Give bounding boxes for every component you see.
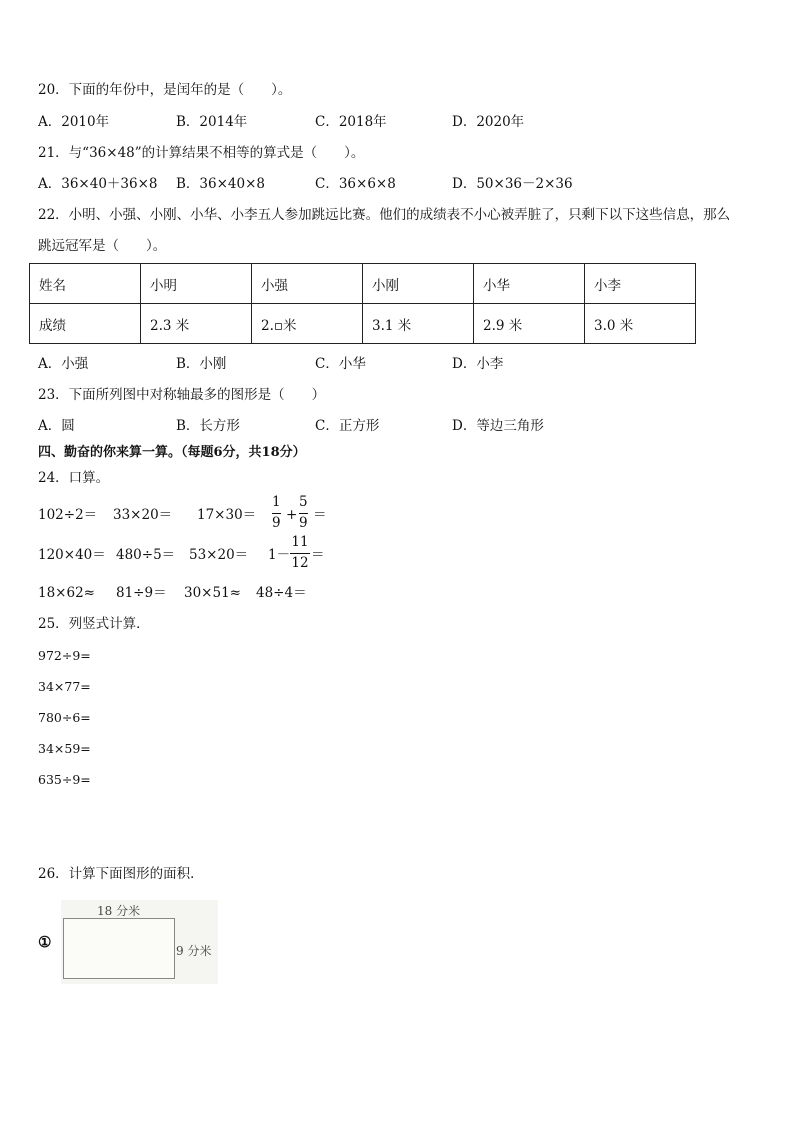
q20-option-d: D．2020年 bbox=[452, 114, 525, 130]
section-heading: 四、勤奋的你来算一算。（每题6分，共18分） bbox=[38, 445, 306, 460]
fraction-numerator: 5 bbox=[299, 494, 308, 510]
fraction bbox=[299, 496, 308, 530]
q22-stem-line1: 22．小明、小强、小刚、小华、小李五人参加跳远比赛。他们的成绩表不小心被弄脏了，只剩下以下这些信息，那么 bbox=[38, 207, 731, 223]
fraction-denominator: 9 bbox=[272, 514, 281, 531]
q22-option-b: B．小刚 bbox=[176, 356, 227, 372]
fraction-bar bbox=[290, 553, 310, 554]
q21-option-a: A．36×40＋36×8 bbox=[38, 176, 158, 192]
table-cell: 成绩 bbox=[30, 304, 141, 344]
q23-stem: 23．下面所列图中对称轴最多的图形是（ ） bbox=[38, 387, 326, 403]
q21-option-d: D．50×36－2×36 bbox=[452, 176, 573, 192]
table-header-cell: 小刚 bbox=[363, 264, 474, 304]
table-row bbox=[30, 304, 696, 344]
q20-stem: 20．下面的年份中，是闰年的是（ ）。 bbox=[38, 82, 292, 98]
vertical-calc-item: 34×59= bbox=[38, 741, 91, 756]
score-table bbox=[29, 263, 696, 344]
calc-item: 1－ bbox=[268, 547, 291, 563]
vertical-calc-item: 635÷9= bbox=[38, 772, 91, 787]
table-cell: 2.3 米 bbox=[141, 304, 252, 344]
table-cell: 2.▫米 bbox=[252, 304, 363, 344]
fraction-bar bbox=[272, 513, 281, 514]
q22-stem-line2: 跳远冠军是（ ）。 bbox=[38, 238, 167, 254]
q21-option-b: B．36×40×8 bbox=[176, 176, 265, 192]
calc-item: 480÷5＝ bbox=[116, 547, 176, 563]
table-cell: 3.0 米 bbox=[585, 304, 696, 344]
equals: ＝ bbox=[311, 547, 325, 563]
q20-option-b: B．2014年 bbox=[176, 114, 248, 130]
calc-item: 120×40＝ bbox=[38, 547, 106, 563]
q22-option-d: D．小李 bbox=[452, 356, 504, 372]
q20-option-a: A．2010年 bbox=[38, 114, 110, 130]
q23-option-d: D．等边三角形 bbox=[452, 418, 544, 434]
calc-item: 18×62≈ bbox=[38, 585, 95, 601]
fraction-denominator: 12 bbox=[291, 554, 309, 571]
table-header-cell: 小明 bbox=[141, 264, 252, 304]
table-header-cell: 姓名 bbox=[30, 264, 141, 304]
fraction-denominator: 9 bbox=[299, 514, 308, 531]
fraction bbox=[272, 496, 281, 530]
operator: + bbox=[286, 507, 298, 523]
fraction bbox=[290, 536, 310, 570]
width-label: 18 分米 bbox=[97, 904, 141, 918]
fraction-numerator: 11 bbox=[291, 534, 309, 550]
table-header-cell: 小强 bbox=[252, 264, 363, 304]
calc-item: 102÷2＝ bbox=[38, 507, 98, 523]
table-row bbox=[30, 264, 696, 304]
q22-option-c: C．小华 bbox=[315, 356, 366, 372]
vertical-calc-item: 972÷9= bbox=[38, 648, 91, 663]
q22-option-a: A．小强 bbox=[38, 356, 89, 372]
calc-item: 30×51≈ bbox=[184, 585, 241, 601]
q23-option-a: A．圆 bbox=[38, 418, 75, 434]
q21-stem: 21．与“36×48”的计算结果不相等的算式是（ ）。 bbox=[38, 145, 365, 161]
calc-item: 33×20＝ bbox=[113, 507, 173, 523]
height-label: 9 分米 bbox=[176, 944, 212, 958]
q23-option-b: B．长方形 bbox=[176, 418, 240, 434]
q21-option-c: C．36×6×8 bbox=[315, 176, 396, 192]
vertical-calc-item: 780÷6= bbox=[38, 710, 91, 725]
fraction-numerator: 1 bbox=[272, 494, 281, 510]
q25-stem: 25．列竖式计算． bbox=[38, 616, 150, 632]
figure-marker: ① bbox=[38, 933, 52, 951]
table-cell: 3.1 米 bbox=[363, 304, 474, 344]
vertical-calc-item: 34×77= bbox=[38, 679, 91, 694]
q20-option-c: C．2018年 bbox=[315, 114, 387, 130]
rectangle-shape bbox=[63, 918, 175, 979]
calc-item: 17×30＝ bbox=[197, 507, 257, 523]
table-header-cell: 小李 bbox=[585, 264, 696, 304]
table-header-cell: 小华 bbox=[474, 264, 585, 304]
calc-item: 48÷4＝ bbox=[256, 585, 307, 601]
fraction-bar bbox=[299, 513, 308, 514]
q24-stem: 24．口算。 bbox=[38, 470, 110, 486]
table-cell: 2.9 米 bbox=[474, 304, 585, 344]
calc-item: 81÷9＝ bbox=[116, 585, 167, 601]
q26-stem: 26．计算下面图形的面积． bbox=[38, 866, 204, 882]
equals: ＝ bbox=[313, 507, 327, 523]
calc-item: 53×20＝ bbox=[189, 547, 249, 563]
q23-option-c: C．正方形 bbox=[315, 418, 380, 434]
